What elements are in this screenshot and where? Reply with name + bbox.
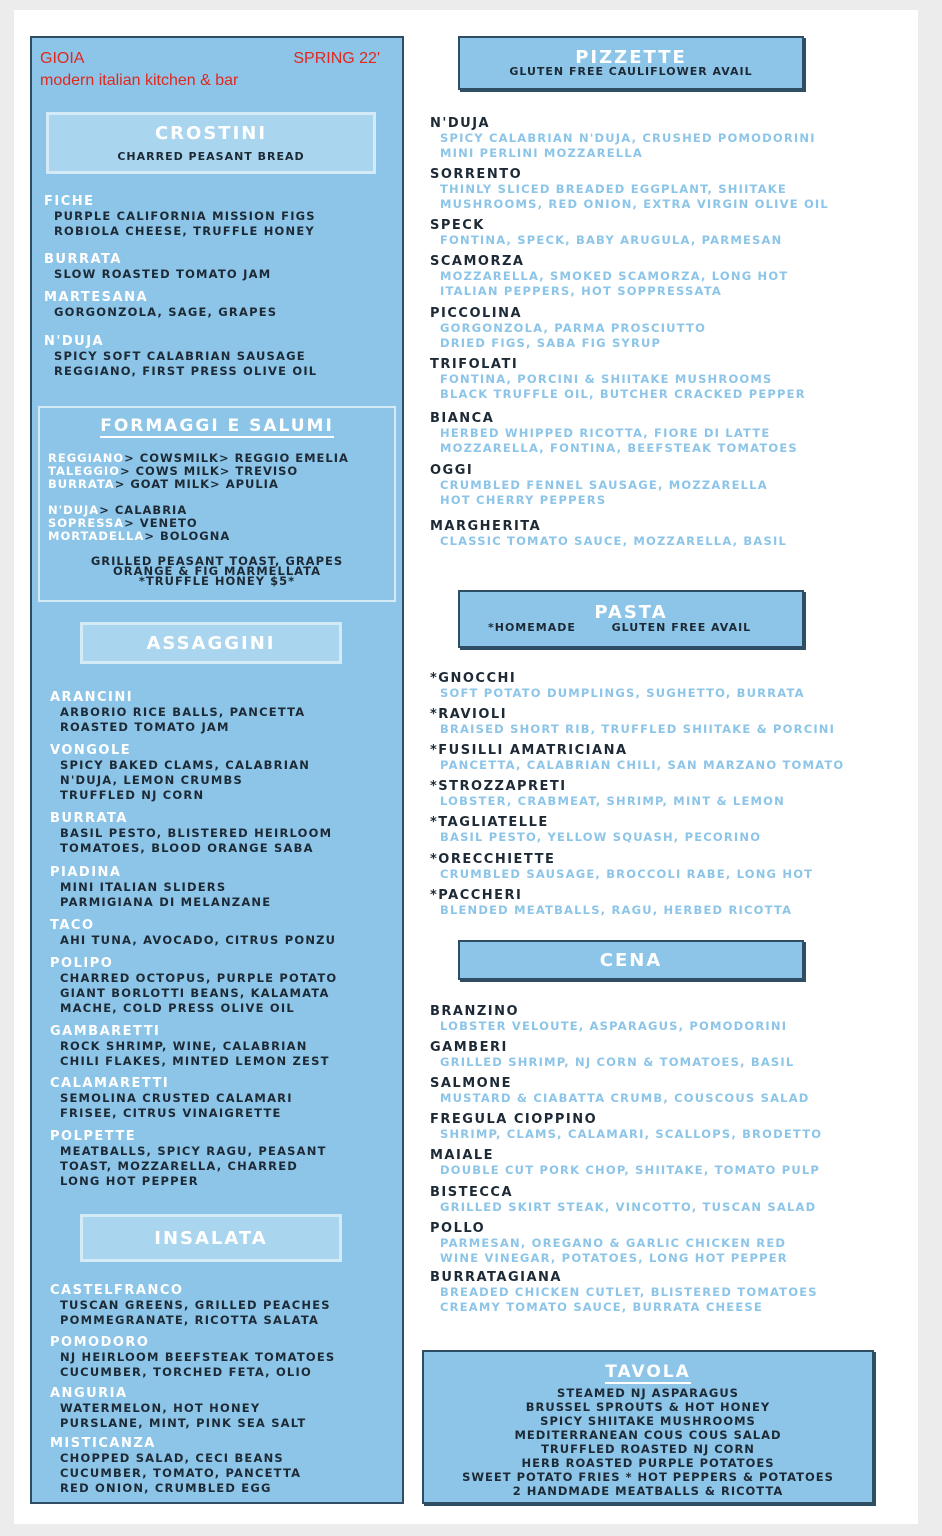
menu-item-description: CLASSIC TOMATO SAUCE, MOZZARELLA, BASIL — [440, 534, 787, 548]
menu-item-name: TRIFOLATI — [430, 357, 519, 372]
menu-item — [44, 334, 317, 379]
brand-name: GIOIA — [40, 50, 85, 67]
menu-item — [50, 1335, 335, 1380]
menu-item-description: CREAMY TOMATO SAUCE, BURRATA CHEESE — [440, 1300, 763, 1314]
menu-item-name: ANGURIA — [50, 1386, 128, 1401]
tavola-side-item: 2 HANDMADE MEATBALLS & RICOTTA — [512, 1484, 784, 1498]
menu-item-name: GAMBARETTI — [50, 1024, 161, 1039]
menu-item-description: SPICY BAKED CLAMS, CALABRIAN — [60, 758, 311, 772]
menu-item-name: *GNOCCHI — [430, 671, 517, 686]
menu-item-name: MISTICANZA — [50, 1436, 156, 1451]
menu-item-description: MINI ITALIAN SLIDERS — [60, 880, 227, 894]
menu-item-description: MOZZARELLA, SMOKED SCAMORZA, LONG HOT — [440, 269, 789, 283]
menu-item-description: TOAST, MOZZARELLA, CHARRED — [60, 1159, 298, 1173]
menu-item-name: BRANZINO — [430, 1004, 520, 1019]
menu-item-name: BIANCA — [430, 411, 495, 426]
menu-item — [430, 1185, 816, 1215]
cheese-salumi-name: BURRATA — [48, 477, 115, 491]
menu-item-name: *PACCHERI — [430, 888, 523, 903]
menu-item — [50, 956, 337, 1016]
menu-item-name: SPECK — [430, 218, 485, 233]
menu-item-description: MACHE, COLD PRESS OLIVE OIL — [60, 1001, 295, 1015]
pizzette-subtitle: GLUTEN FREE CAULIFLOWER AVAIL — [509, 65, 753, 78]
cheese-salumi-origin: > BOLOGNA — [144, 529, 231, 543]
menu-item-description: LOBSTER, CRABMEAT, SHRIMP, MINT & LEMON — [440, 794, 785, 808]
menu-item — [50, 811, 332, 856]
insalata-title: INSALATA — [154, 1228, 268, 1249]
assaggini-title: ASSAGGINI — [146, 633, 276, 654]
cheese-salumi-origin: > GOAT MILK> APULIA — [114, 477, 279, 491]
menu-item — [430, 1112, 822, 1142]
pizzette-header — [458, 36, 804, 90]
menu-item — [430, 743, 844, 773]
menu-item — [430, 411, 798, 456]
menu-item-name: *FUSILLI AMATRICIANA — [430, 743, 628, 758]
menu-item — [50, 1283, 331, 1328]
brand-tagline: modern italian kitchen & bar — [40, 72, 239, 89]
menu-item — [430, 1040, 794, 1070]
menu-item-description: PARMESAN, OREGANO & GARLIC CHICKEN RED — [440, 1236, 787, 1250]
menu-item — [430, 1221, 788, 1266]
menu-item — [50, 1024, 330, 1069]
left-menu-panel — [30, 36, 404, 1504]
cheese-salumi-origin: > CALABRIA — [99, 503, 188, 517]
menu-item-description: PARMIGIANA DI MELANZANE — [60, 895, 272, 909]
cheese-salumi-row — [48, 478, 279, 491]
menu-item — [44, 252, 271, 282]
menu-item-name: TACO — [50, 918, 95, 933]
menu-item-description: SHRIMP, CLAMS, CALAMARI, SCALLOPS, BRODETTO — [440, 1127, 823, 1141]
menu-item-description: SOFT POTATO DUMPLINGS, SUGHETTO, BURRATA — [440, 686, 805, 700]
menu-item — [50, 690, 305, 735]
menu-item — [430, 463, 768, 508]
menu-item — [430, 888, 792, 918]
menu-item-name: POLIPO — [50, 956, 114, 971]
menu-item — [430, 357, 806, 402]
menu-item-description: N'DUJA, LEMON CRUMBS — [60, 773, 243, 787]
menu-item-description: BASIL PESTO, BLISTERED HEIRLOOM — [60, 826, 333, 840]
menu-item-name: POLLO — [430, 1221, 486, 1236]
menu-item-name: PIADINA — [50, 865, 122, 880]
menu-item-description: GORGONZOLA, PARMA PROSCIUTTO — [440, 321, 707, 335]
menu-item-description: BASIL PESTO, YELLOW SQUASH, PECORINO — [440, 830, 762, 844]
menu-item-name: FREGULA CIOPPINO — [430, 1112, 598, 1127]
menu-item-name: MARTESANA — [44, 290, 149, 305]
menu-item-description: BRAISED SHORT RIB, TRUFFLED SHIITAKE & PORCINI — [440, 722, 836, 736]
menu-item-name: ARANCINI — [50, 690, 134, 705]
menu-item — [430, 779, 785, 809]
menu-item-description: MOZZARELLA, FONTINA, BEEFSTEAK TOMATOES — [440, 441, 798, 455]
cena-title: CENA — [599, 950, 663, 971]
formaggi-header — [40, 416, 394, 436]
menu-item-description: DRIED FIGS, SABA FIG SYRUP — [440, 336, 662, 350]
tavola-side-item: TRUFFLED ROASTED NJ CORN — [541, 1442, 755, 1456]
menu-item-description: SLOW ROASTED TOMATO JAM — [54, 267, 272, 281]
menu-item — [50, 865, 271, 910]
menu-item-description: FONTINA, PORCINI & SHIITAKE MUSHROOMS — [440, 372, 773, 386]
menu-item-description: FRISEE, CITRUS VINAIGRETTE — [60, 1106, 282, 1120]
menu-item-description: RED ONION, CRUMBLED EGG — [60, 1481, 272, 1495]
tavola-side-item: MEDITERRANEAN COUS COUS SALAD — [514, 1428, 782, 1442]
cheese-salumi-name: TALEGGIO — [48, 464, 120, 478]
menu-item-name: SCAMORZA — [430, 254, 525, 269]
menu-item-name: *ORECCHIETTE — [430, 852, 556, 867]
menu-item — [50, 743, 310, 803]
menu-item-description: ITALIAN PEPPERS, HOT SOPPRESSATA — [440, 284, 722, 298]
menu-item-name: GAMBERI — [430, 1040, 508, 1055]
menu-item-description: CHARRED OCTOPUS, PURPLE POTATO — [60, 971, 338, 985]
menu-item-description: FONTINA, SPECK, BABY ARUGULA, PARMESAN — [440, 233, 783, 247]
cheese-salumi-origin: > COWSMILK> REGGIO EMELIA — [124, 451, 349, 465]
menu-item-description: AHI TUNA, AVOCADO, CITRUS PONZU — [60, 933, 337, 947]
menu-item-name: BISTECCA — [430, 1185, 513, 1200]
menu-item-name: *RAVIOLI — [430, 707, 508, 722]
menu-item-description: PURSLANE, MINT, PINK SEA SALT — [60, 1416, 307, 1430]
pasta-homemade-note: *HOMEMADE — [488, 621, 576, 634]
menu-item — [430, 167, 829, 212]
menu-item-name: CALAMARETTI — [50, 1076, 170, 1091]
menu-item-name: SALMONE — [430, 1076, 512, 1091]
menu-item-description: SEMOLINA CRUSTED CALAMARI — [60, 1091, 293, 1105]
tavola-side-item: SPICY SHIITAKE MUSHROOMS — [540, 1414, 756, 1428]
formaggi-note-line: *TRUFFLE HONEY $5* — [138, 574, 296, 588]
menu-item-description: TUSCAN GREENS, GRILLED PEACHES — [60, 1298, 331, 1312]
cheese-salumi-origin: > COWS MILK> TREVISO — [119, 464, 299, 478]
menu-item-name: CASTELFRANCO — [50, 1283, 184, 1298]
menu-item-description: ARBORIO RICE BALLS, PANCETTA — [60, 705, 306, 719]
tavola-header — [424, 1362, 872, 1382]
menu-item-description: SPICY SOFT CALABRIAN SAUSAGE — [54, 349, 306, 363]
pasta-header — [458, 590, 804, 648]
menu-item-name: OGGI — [430, 463, 474, 478]
menu-item-name: MARGHERITA — [430, 519, 542, 534]
menu-item-description: BLACK TRUFFLE OIL, BUTCHER CRACKED PEPPER — [440, 387, 806, 401]
menu-item — [430, 1270, 818, 1315]
menu-item-description: GORGONZOLA, SAGE, GRAPES — [54, 305, 278, 319]
menu-item-name: BURRATAGIANA — [430, 1270, 562, 1285]
pizzette-title: PIZZETTE — [575, 47, 687, 68]
menu-item-name: SORRENTO — [430, 167, 523, 182]
pasta-subtitle — [460, 621, 802, 634]
menu-item-name: BURRATA — [50, 811, 128, 826]
menu-item — [50, 1436, 301, 1496]
cheese-salumi-name: MORTADELLA — [48, 529, 145, 543]
formaggi-note-line: ORANGE & FIG MARMELLATA — [112, 564, 322, 578]
menu-item-name: MAIALE — [430, 1148, 495, 1163]
menu-item-description: CUCUMBER, TOMATO, PANCETTA — [60, 1466, 302, 1480]
menu-item-description: CRUMBLED SAUSAGE, BROCCOLI RABE, LONG HOT — [440, 867, 814, 881]
menu-item-name: VONGOLE — [50, 743, 132, 758]
formaggi-note-line: GRILLED PEASANT TOAST, GRAPES — [90, 554, 344, 568]
menu-item-description: HERBED WHIPPED RICOTTA, FIORE DI LATTE — [440, 426, 771, 440]
menu-item-description: WINE VINEGAR, POTATOES, LONG HOT PEPPER — [440, 1251, 788, 1265]
menu-item-description: GIANT BORLOTTI BEANS, KALAMATA — [60, 986, 330, 1000]
menu-item-description: PURPLE CALIFORNIA MISSION FIGS — [54, 209, 316, 223]
menu-item — [430, 1076, 810, 1106]
menu-item-description: GRILLED SHRIMP, NJ CORN & TOMATOES, BASIL — [440, 1055, 795, 1069]
crostini-subtitle: CHARRED PEASANT BREAD — [117, 150, 305, 163]
cheese-salumi-row — [48, 530, 230, 543]
menu-item-description: POMMEGRANATE, RICOTTA SALATA — [60, 1313, 320, 1327]
menu-item-description: TOMATOES, BLOOD ORANGE SABA — [60, 841, 314, 855]
menu-item — [430, 218, 782, 248]
menu-item-name: *TAGLIATELLE — [430, 815, 549, 830]
menu-item-name: N'DUJA — [44, 334, 105, 349]
menu-item-name: *STROZZAPRETI — [430, 779, 567, 794]
menu-item-description: MUSTARD & CIABATTA CRUMB, COUSCOUS SALAD — [440, 1091, 810, 1105]
menu-item — [430, 852, 813, 882]
menu-item-description: MEATBALLS, SPICY RAGU, PEASANT — [60, 1144, 327, 1158]
tavola-side-item: HERB ROASTED PURPLE POTATOES — [521, 1456, 775, 1470]
menu-item-name: FICHE — [44, 194, 95, 209]
menu-item-description: WATERMELON, HOT HONEY — [60, 1401, 261, 1415]
menu-item — [430, 815, 761, 845]
menu-item-description: DOUBLE CUT PORK CHOP, SHIITAKE, TOMATO PULP — [440, 1163, 821, 1177]
menu-item-description: SPICY CALABRIAN N'DUJA, CRUSHED POMODORINI — [440, 131, 816, 145]
season-label: SPRING 22' — [293, 50, 380, 67]
assaggini-header — [80, 622, 342, 664]
menu-item — [44, 290, 277, 320]
menu-item — [430, 306, 706, 351]
menu-item-description: CUCUMBER, TORCHED FETA, OLIO — [60, 1365, 312, 1379]
menu-item-description: HOT CHERRY PEPPERS — [440, 493, 607, 507]
menu-item — [430, 707, 835, 737]
pasta-gluten-free-note: GLUTEN FREE AVAIL — [611, 621, 752, 634]
menu-item-description: BLENDED MEATBALLS, RAGU, HERBED RICOTTA — [440, 903, 793, 917]
menu-item-description: CHOPPED SALAD, CECI BEANS — [60, 1451, 284, 1465]
formaggi-title: FORMAGGI E SALUMI — [100, 416, 334, 436]
menu-item-description: THINLY SLICED BREADED EGGPLANT, SHIITAKE — [440, 182, 787, 196]
menu-item-description: PANCETTA, CALABRIAN CHILI, SAN MARZANO TOMATO — [440, 758, 845, 772]
formaggi-box — [38, 406, 396, 602]
crostini-title: CROSTINI — [154, 123, 268, 144]
menu-item-name: POMODORO — [50, 1335, 150, 1350]
menu-item — [44, 194, 316, 239]
menu-item-description: ROBIOLA CHEESE, TRUFFLE HONEY — [54, 224, 315, 238]
menu-item-description: ROASTED TOMATO JAM — [60, 720, 230, 734]
insalata-header — [80, 1214, 342, 1262]
cheese-salumi-name: REGGIANO — [48, 451, 125, 465]
cheese-salumi-name: N'DUJA — [48, 503, 100, 517]
tavola-side-item: SWEET POTATO FRIES * HOT PEPPERS & POTATOES — [462, 1470, 834, 1484]
menu-item — [50, 1129, 327, 1189]
cheese-salumi-origin: > VENETO — [124, 516, 198, 530]
menu-item-description: NJ HEIRLOOM BEEFSTEAK TOMATOES — [60, 1350, 336, 1364]
menu-item-description: MUSHROOMS, RED ONION, EXTRA VIRGIN OLIVE OIL — [440, 197, 829, 211]
menu-item — [430, 519, 787, 549]
cheese-salumi-name: SOPRESSA — [48, 516, 125, 530]
menu-item — [50, 1386, 306, 1431]
menu-item-description: TRUFFLED NJ CORN — [60, 788, 205, 802]
tavola-side-item: STEAMED NJ ASPARAGUS — [557, 1386, 739, 1400]
menu-item-description: GRILLED SKIRT STEAK, VINCOTTO, TUSCAN SALAD — [440, 1200, 817, 1214]
menu-item-name: N'DUJA — [430, 116, 491, 131]
menu-item-description: ROCK SHRIMP, WINE, CALABRIAN — [60, 1039, 308, 1053]
crostini-header — [46, 112, 376, 174]
menu-item-description: LONG HOT PEPPER — [60, 1174, 199, 1188]
menu-item-description: MINI PERLINI MOZZARELLA — [440, 146, 643, 160]
menu-item — [430, 1148, 820, 1178]
menu-item — [430, 671, 805, 701]
tavola-box — [422, 1350, 874, 1504]
tavola-title: TAVOLA — [605, 1362, 691, 1382]
tavola-side-item: BRUSSEL SPROUTS & HOT HONEY — [525, 1400, 771, 1414]
pasta-title: PASTA — [594, 602, 668, 623]
menu-item-description: CRUMBLED FENNEL SAUSAGE, MOZZARELLA — [440, 478, 768, 492]
menu-item-description: LOBSTER VELOUTE, ASPARAGUS, POMODORINI — [440, 1019, 788, 1033]
menu-item — [430, 1004, 787, 1034]
menu-item-description: REGGIANO, FIRST PRESS OLIVE OIL — [54, 364, 318, 378]
menu-item — [430, 254, 788, 299]
menu-item-description: CHILI FLAKES, MINTED LEMON ZEST — [60, 1054, 330, 1068]
menu-item-name: POLPETTE — [50, 1129, 137, 1144]
menu-item-name: PICCOLINA — [430, 306, 523, 321]
menu-item-description: BREADED CHICKEN CUTLET, BLISTERED TOMATOES — [440, 1285, 818, 1299]
menu-item-name: BURRATA — [44, 252, 122, 267]
menu-item — [50, 1076, 293, 1121]
cena-header — [458, 940, 804, 980]
menu-item — [430, 116, 816, 161]
menu-item — [50, 918, 336, 948]
